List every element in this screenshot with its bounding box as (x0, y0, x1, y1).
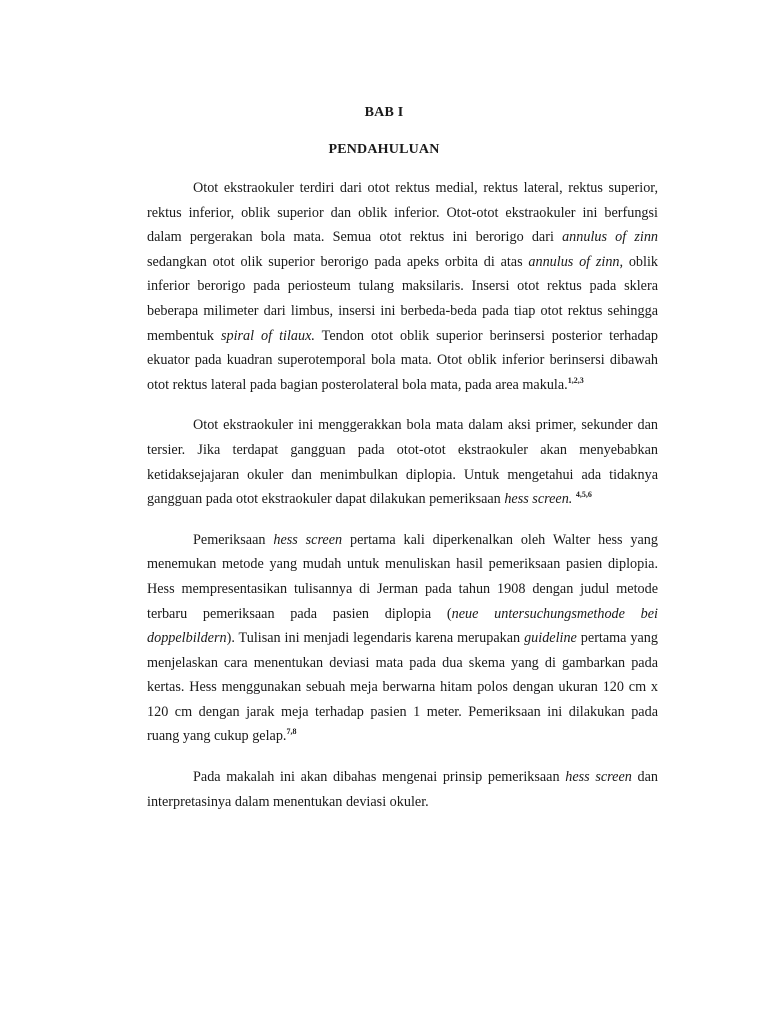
italic-term: hess screen. (504, 491, 573, 508)
paragraph-text: Pada makalah ini akan dibahas mengenai prinsip pemeriksaan (193, 769, 566, 786)
paragraph-text: pertama kali diperkenalkan oleh Walter hess yang menemukan metode yang mudah untuk menuliskan hasil pemeriksaan pasien diplopia. Hess mempresentasikan tulisannya di Jerman pada tahun 1908 dengan judul metode terbaru pemeriksaan pada pasien diplopia ( (147, 531, 658, 622)
citation-reference: 1,2,3 (567, 375, 584, 385)
citation-reference: 7,8 (286, 727, 297, 737)
italic-term: neue untersuchungsmethode bei doppelbildern (147, 605, 658, 647)
document-body (147, 176, 658, 814)
italic-term: annulus of zinn (562, 229, 659, 246)
italic-term: annulus of zinn, (528, 253, 624, 270)
paragraph-text: sedangkan otot olik superior berorigo pada apeks orbita di atas (147, 253, 529, 270)
paragraph-text: ). Tulisan ini menjadi legendaris karena merupakan (226, 630, 525, 647)
chapter-number: BAB I (364, 105, 404, 120)
italic-term: guideline (524, 630, 577, 647)
paragraph-2 (147, 413, 658, 511)
paragraph-text: pertama yang menjelaskan cara menentukan deviasi mata pada dua skema yang di gambarkan pada kertas. Hess menggunakan sebuah meja berwarna hitam polos dengan ukuran 120 cm x 120 cm dengan jarak meja terhadap pasien 1 meter. Pemeriksaan ini dilakukan pada ruang yang cukup gelap. (147, 630, 658, 745)
italic-term: hess screen (565, 769, 632, 786)
paragraph-text: dan interpretasinya dalam menentukan deviasi okuler. (147, 769, 658, 810)
paragraph-text: oblik inferior berorigo pada periosteum tulang maksilaris. Insersi otot rektus pada sklera beberapa milimeter dari limbus, insersi ini berbeda-beda pada tiap otot rektus sehingga membentuk (147, 253, 658, 344)
chapter-title: PENDAHULUAN (328, 142, 440, 157)
paragraph-4 (147, 765, 658, 814)
paragraph-text: Otot ekstraokuler terdiri dari otot rektus medial, rektus lateral, rektus superior, rektus inferior, oblik superior dan oblik inferior. Otot-otot ekstraokuler ini berfungsi dalam pergerakan bola mata. Semua otot rektus ini berorigo dari (147, 180, 658, 246)
paragraph-text: Otot ekstraokuler ini menggerakkan bola mata dalam aksi primer, sekunder dan tersier. Jika terdapat gangguan pada otot-otot ekstraokuler akan menyebabkan ketidaksejajaran okuler dan menimbulkan diplopia. Untuk mengetahui ada tidaknya gangguan pada otot ekstraokuler dapat dilakukan pemeriksaan (147, 417, 658, 508)
paragraph-text: Tendon otot oblik superior berinsersi posterior terhadap ekuator pada kuadran superotemporal bola mata. Otot oblik inferior berinsersi dibawah otot rektus lateral pada bagian posterolateral bola mata, pada area makula. (147, 327, 659, 393)
italic-term: hess screen (273, 531, 343, 548)
citation-reference: 4,5,6 (575, 490, 592, 500)
paragraph-1 (147, 176, 658, 397)
italic-term: spiral of tilaux. (220, 327, 315, 344)
paragraph-3 (147, 528, 658, 749)
paragraph-text: Pemeriksaan (193, 531, 274, 548)
